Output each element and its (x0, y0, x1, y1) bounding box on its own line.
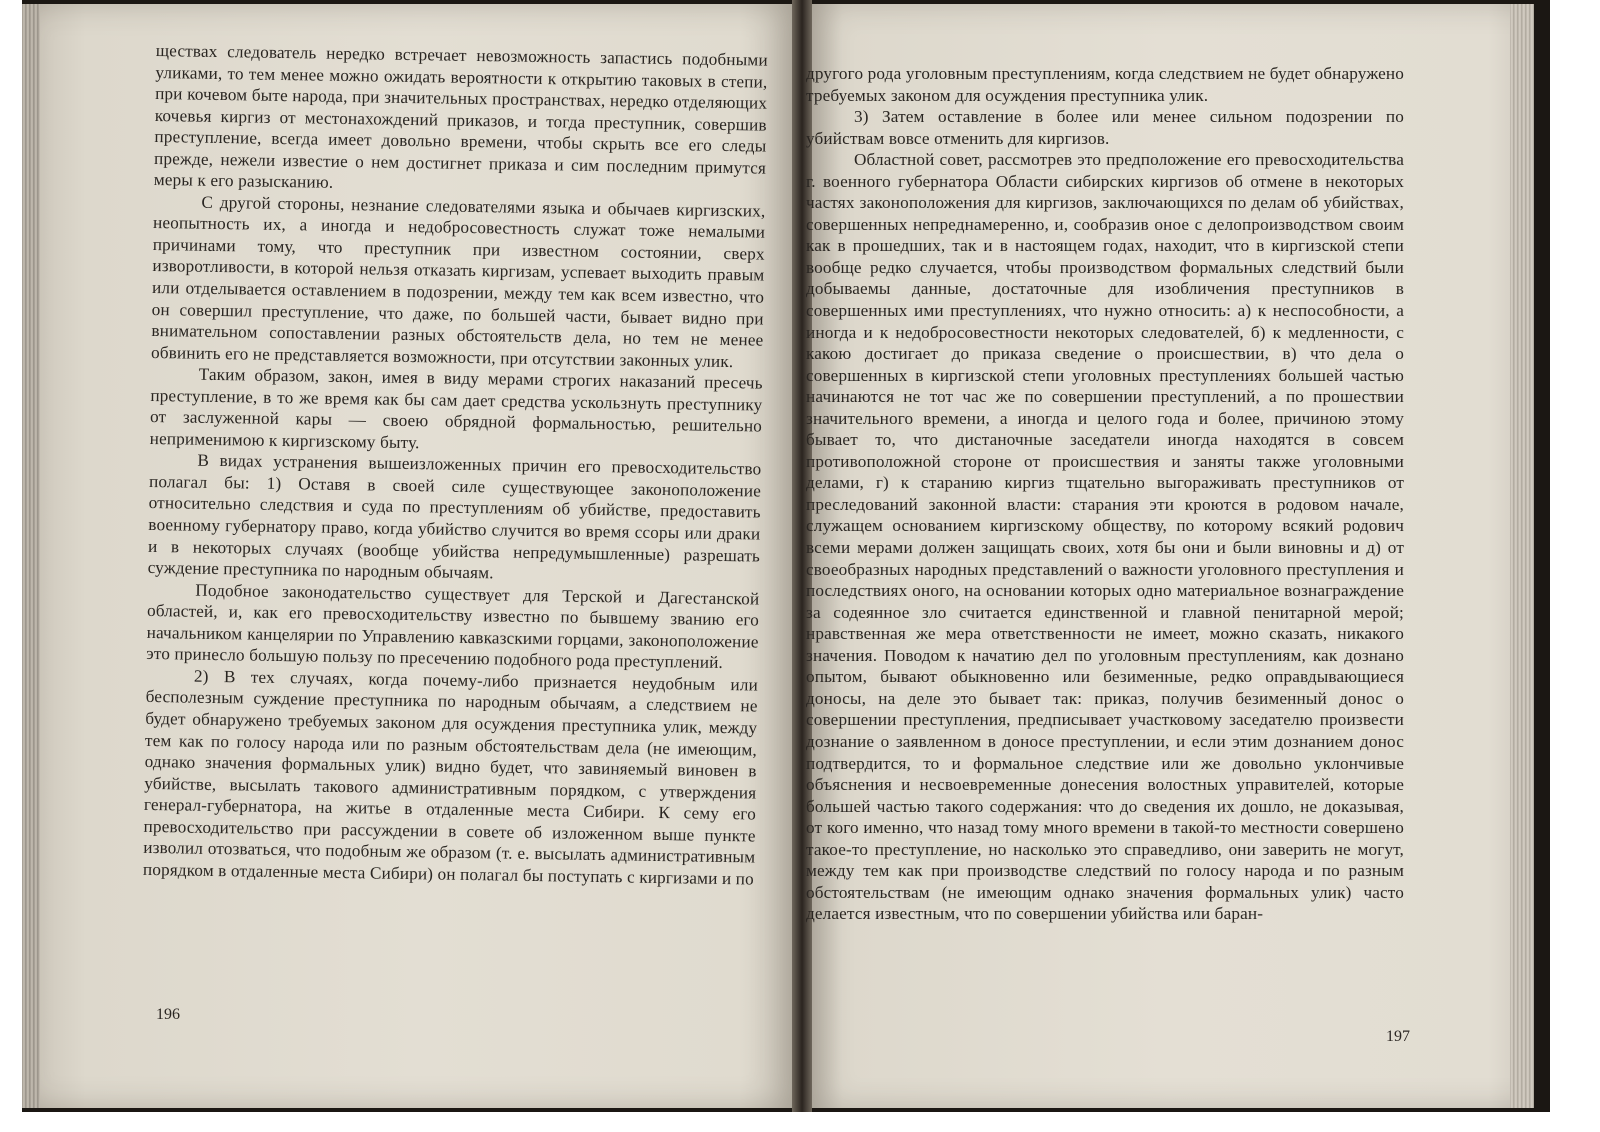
right-paragraph: Областной совет, рассмотрев это предположение его превосходительства г. военного губернатора Области сибирских киргизов об отмене в некоторых частях законоположения для киргизов, заключающихся по делам об убийствах, совершенных непреднамеренно, и, сообразив оное с делопроизводством своим как в прошедших, так и в настоящем годах, находит, что в киргизской степи вообще редко случается, чтобы производством формальных следствий были добываемы данные, достаточные для изобличения преступников в совершенных ими преступлениях, что нужно относить: а) к неспособности, а иногда и к недобросовестности некоторых следователей, б) к медленности, с какою достигает до приказа сведение о происшествии, в) что дела о совершенных в киргизской степи уголовных преступлениях большей частью начинаются не тот час же по совершении преступлений, а по прошествии значительного времени, а иногда и целого года и более, причиною этому бывает то, что дистаночные заседатели иногда находятся в совсем противоположной стороне от происшествия и заняты также уголовными делами, г) к старанию киргиз тщательно выгораживать преступников от преследований законной власти: старания эти кроются в родовом начале, служащем основанием киргизскому обществу, по которому всякий родович всеми мерами должен защищать своих, хотя бы они и были виновны и д) от своеобразных народных представлений о важности уголовного преступления и последствиях оного, на основании которых одно материальное вознаграждение за содеянное зло считается единственной и главной пенитарной мерой; нравственная же мера ответственности не имеет, можно сказать, никакого значения. Поводом к начатию дел по уголовным преступлениям, как дознано опытом, бывают обыкновенно или безименные, редко оправдывающиеся доносы, на деле это бывает так: приказ, получив безименный донос о совершении преступления, предписывает участковому заседателю произвести дознание о заявленном в доносе преступлении, и если этим дознанием донос подтвердится, то и формальное следствие или же довольно уклончивые объяснения и несвоевременные донесения волостных управителей, которые большей частью такого содержания: что до сведения их дошло, не доказывая, от кого именно, что назад тому много времени в такой-то местности совершено такое-то преступление, но насколько это справедливо, они заверить не могут, между тем как при производстве следствий по голосу народа и по разным обстоятельствам (не имеющим однако значения формальных улик) часто делается известным, что по совершении убийства или баран- (806, 150, 1404, 924)
left-paragraph: Таким образом, закон, имея в виду мерами строгих наказаний пресечь преступление, в то же время как бы сам дает средства ускользнуть преступнику от заслуженной кары — своею обрядной формальностью, решительно неприменимою к киргизскому быту. (149, 364, 763, 453)
left-paragraph: ществах следователь нередко встречает невозможность запастись подобными уликами, то тем менее можно ожидать вероятности к открытию таковых в степи, при кочевом быте народа, при значительных пространствах, нередко отделяющих кочевья киргиз от местонахождений приказов, и тогда преступник, совершив преступление, всегда имеет довольно времени, чтобы скрыть все его следы прежде, нежели известие о нем достигнет приказа и сим последним примутся меры к его разысканию. (153, 40, 768, 193)
left-paragraph: С другой стороны, незнание следователями языка и обычаев киргизских, неопытность их, а иногда и недобросовестность служат тоже немалыми причинами тому, что преступник при известном состоянии, сверх изворотливости, в которой нельзя отказать киргизам, успевает выходить правым или отделывается оставлением в подозрении, между тем как всем известно, что он совершил преступление, что даже, по большей части, бывает видно при внимательном сопоставлении разных обстоятельств дела, но тем не менее обвинить его не представляется возможности, при отсутствии законных улик. (150, 192, 766, 371)
right-paragraph: 3) Затем оставление в более или менее сильном подозрении по убийствам вовсе отменить для киргизов. (806, 107, 1404, 148)
left-paragraph: В видах устранения вышеизложенных причин его превосходительство полагал бы: 1) Оставя в своей силе существующее законоположение относительно следствия и суда по преступлениям об убийстве, предоставить военному губернатору право, когда убийство случится во время ссоры или драки и в некоторых случаях (вообще убийства непредумышленные) разрешать суждение преступника по народным обычаям. (147, 451, 762, 583)
right-page-text (806, 63, 1404, 925)
left-paragraph: 2) В тех случаях, когда почему-либо признается неудобным или бесполезным суждение преступника по народным обычаям, а следствием не будет обнаружено требуемых законом для осуждения преступника улик, между тем как по голосу народа или по разным обстоятельствам дела (не имеющим, однако значения формальных улик) видно будет, что завиняемый виновен в убийстве, высылать такового административным порядком, с утверждения генерал-губернатора, на житье в отдаленные места Сибири. К сему его превосходительство при рассуждении в совете об изложенном выше пункте изволил отозваться, что подобным же образом (т. е. высылать административным порядком в отдаленные места Сибири) он полагал бы поступать с киргизами и по (142, 666, 759, 889)
left-paragraph: Подобное законодательство существует для Терской и Дагестанской областей, и, как его превосходительству известно по бывшему званию его начальником канцелярии по Управлению кавказскими горцами, законоположение это принесло большую пользу по пресечению подобного рода преступлений. (146, 580, 760, 673)
right-page-number: 197 (1386, 1028, 1410, 1045)
right-paragraph: другого рода уголовным преступлениям, когда следствием не будет обнаружено требуемых законом для осуждения преступника улик. (806, 64, 1404, 105)
page-edges-right (1510, 4, 1534, 1108)
left-page-number: 196 (156, 1006, 180, 1023)
left-page-text (143, 40, 768, 890)
